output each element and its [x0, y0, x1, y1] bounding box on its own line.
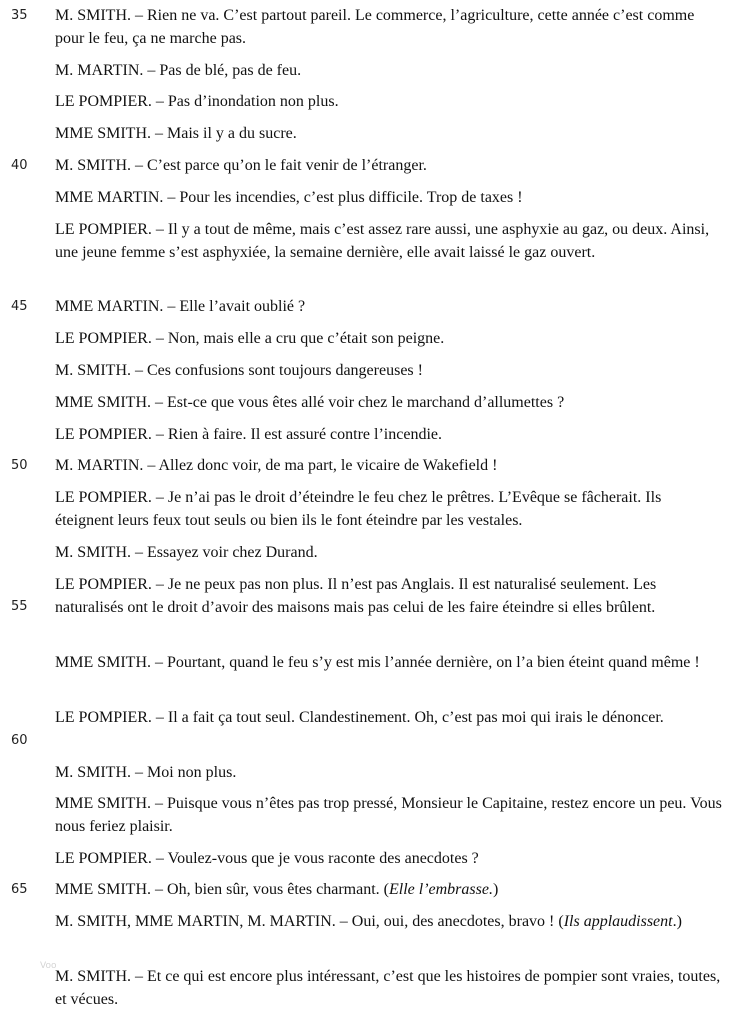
dialogue-line: M. SMITH. – Essayez voir chez Durand. — [55, 544, 318, 561]
dialogue-text: .) — [672, 913, 682, 930]
dialogue-line: LE POMPIER. – Pas d’inondation non plus. — [55, 93, 339, 110]
dialogue-line: MME SMITH. – Mais il y a du sucre. — [55, 125, 297, 142]
line-number: 55 — [11, 599, 28, 614]
line-number: 50 — [11, 458, 28, 473]
dialogue-line: LE POMPIER. – Voulez-vous que je vous raconte des anecdotes ? — [55, 850, 479, 867]
dialogue-line: MME SMITH. – Pourtant, quand le feu s’y est mis l’année dernière, on l’a bien éteint quand même ! — [55, 654, 700, 671]
line-number: 60 — [11, 733, 28, 748]
dialogue-line: LE POMPIER. – Je n’ai pas le droit d’éteindre le feu chez le prêtres. L’Evêque se fâcherait. Ils éteignent leurs feux tout seuls ou bien ils le font éteindre par les vestales. — [55, 489, 662, 529]
line-number: 35 — [11, 8, 28, 23]
dialogue-text: MME SMITH. – Oh, bien sûr, vous êtes charmant. ( — [55, 881, 389, 898]
dialogue-line: LE POMPIER. – Il y a tout de même, mais c’est assez rare aussi, une asphyxie au gaz, ou deux. Ainsi, une jeune femme s’est asphyxiée, la semaine dernière, elle avait laissé le gaz ouvert. — [55, 221, 710, 261]
dialogue-text: M. SMITH, MME MARTIN, M. MARTIN. – Oui, oui, des anecdotes, bravo ! ( — [55, 913, 564, 930]
stage-direction: Elle l’embrasse. — [388, 881, 493, 898]
dialogue-line: M. SMITH. – C’est parce qu’on le fait venir de l’étranger. — [55, 157, 427, 174]
line-number: 40 — [11, 158, 28, 173]
dialogue-text: ) — [492, 881, 499, 898]
dialogue-line: M. SMITH. – Moi non plus. — [55, 764, 237, 781]
dialogue-line: M. MARTIN. – Allez donc voir, de ma part, le vicaire de Wakefield ! — [55, 457, 498, 474]
dialogue-line: M. SMITH. – Rien ne va. C’est partout pareil. Le commerce, l’agriculture, cette année c’est comme pour le feu, ça ne marche pas. — [55, 7, 695, 47]
watermark: Voo — [40, 961, 57, 971]
dialogue-line: MME SMITH. – Puisque vous n’êtes pas trop pressé, Monsieur le Capitaine, restez encore un peu. Vous nous feriez plaisir. — [55, 795, 722, 835]
dialogue-line: MME MARTIN. – Elle l’avait oublié ? — [55, 298, 306, 315]
dialogue-line: LE POMPIER. – Je ne peux pas non plus. Il n’est pas Anglais. Il est naturalisé seulement. Les naturalisés ont le droit d’avoir des maisons mais pas celui de les faire éteindre si elles brûlent. — [55, 576, 657, 616]
stage-direction: Ils applaudissent — [563, 913, 673, 930]
dialogue-line — [55, 910, 723, 933]
dialogue-line: LE POMPIER. – Il a fait ça tout seul. Clandestinement. Oh, c’est pas moi qui irais le dénoncer. — [55, 709, 664, 726]
dialogue-line: M. SMITH. – Et ce qui est encore plus intéressant, c’est que les histoires de pompier sont vraies, toutes, et vécues. — [55, 968, 721, 1008]
dialogue-line: LE POMPIER. – Non, mais elle a cru que c’était son peigne. — [55, 330, 445, 347]
dialogue-line: M. SMITH. – Ces confusions sont toujours dangereuses ! — [55, 362, 423, 379]
dialogue-line — [55, 878, 723, 901]
line-number: 45 — [11, 299, 28, 314]
dialogue-line: M. MARTIN. – Pas de blé, pas de feu. — [55, 62, 302, 79]
dialogue-line: LE POMPIER. – Rien à faire. Il est assuré contre l’incendie. — [55, 426, 442, 443]
line-number: 65 — [11, 882, 28, 897]
dialogue-line: MME MARTIN. – Pour les incendies, c’est plus difficile. Trop de taxes ! — [55, 189, 523, 206]
dialogue-line: MME SMITH. – Est-ce que vous êtes allé voir chez le marchand d’allumettes ? — [55, 394, 565, 411]
